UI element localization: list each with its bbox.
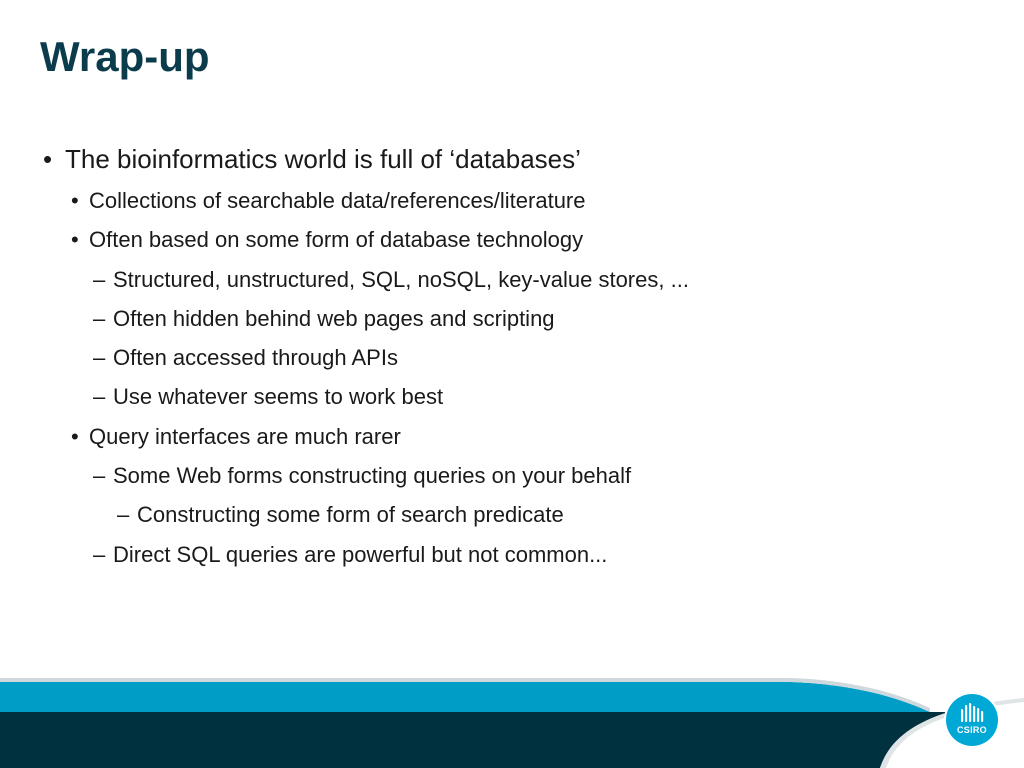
bullet-marker: •	[71, 227, 79, 252]
bullet-item	[43, 144, 581, 175]
csiro-logo-mark	[946, 694, 998, 746]
bullet-item	[93, 267, 689, 293]
bullet-item	[93, 463, 632, 489]
bullet-text: Structured, unstructured, SQL, noSQL, key-value stores, ...	[113, 267, 689, 292]
bullet-text: Use whatever seems to work best	[113, 384, 444, 409]
bullet-item	[71, 188, 586, 214]
footer-wave-graphic	[0, 678, 1024, 768]
bullet-text: Collections of searchable data/references/literature	[89, 188, 586, 213]
bullet-marker: –	[93, 306, 106, 331]
bullet-item	[93, 345, 398, 371]
bullet-marker: –	[93, 463, 106, 488]
csiro-logo	[946, 694, 998, 746]
bullet-text: Query interfaces are much rarer	[89, 424, 401, 449]
bullet-text: Often based on some form of database technology	[89, 227, 584, 252]
bullet-marker: •	[71, 424, 79, 449]
footer-light-band	[0, 682, 930, 712]
bullet-item	[93, 542, 608, 568]
bullet-text: Some Web forms constructing queries on your behalf	[113, 463, 632, 488]
slide-title: Wrap-up	[40, 33, 210, 80]
bullet-text: The bioinformatics world is full of ‘databases’	[65, 144, 581, 174]
bullet-text: Constructing some form of search predicate	[137, 502, 564, 527]
bullet-marker: –	[93, 542, 106, 567]
bullet-marker: •	[43, 144, 53, 174]
bullet-marker: –	[93, 384, 106, 409]
bullet-item	[71, 227, 584, 253]
bullet-marker: •	[71, 188, 79, 213]
bullet-item	[93, 384, 444, 410]
bullet-item	[117, 502, 564, 528]
bullet-text: Often accessed through APIs	[113, 345, 398, 370]
bullet-item	[93, 306, 555, 332]
footer-band	[0, 678, 1024, 768]
bullet-text: Direct SQL queries are powerful but not common...	[113, 542, 608, 567]
bullet-marker: –	[93, 267, 106, 292]
bullet-text: Often hidden behind web pages and scripting	[113, 306, 555, 331]
bullet-marker: –	[93, 345, 106, 370]
bullet-marker: –	[117, 502, 130, 527]
csiro-logo-text: CSIRO	[956, 725, 987, 735]
footer-dark-band	[0, 712, 1024, 768]
bullet-item	[71, 424, 401, 450]
